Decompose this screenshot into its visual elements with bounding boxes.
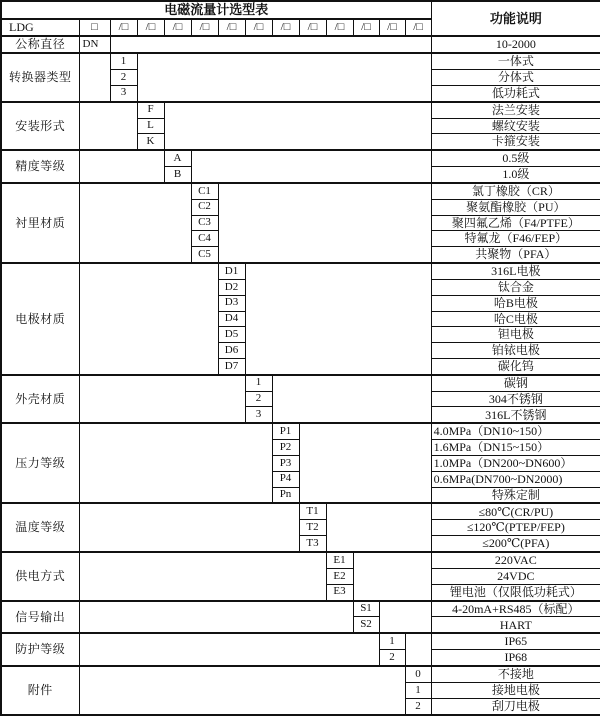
option-desc: 316L不锈钢 bbox=[431, 407, 600, 423]
filler-cell bbox=[79, 633, 379, 666]
option-desc: 氯丁橡胶（CR） bbox=[431, 183, 600, 199]
option-desc: 0.6MPa(DN700~DN2000) bbox=[431, 471, 600, 487]
option-desc: 0.5级 bbox=[431, 150, 600, 166]
option-code: C2 bbox=[191, 199, 218, 215]
option-code: 2 bbox=[245, 391, 272, 407]
option-code: T3 bbox=[299, 536, 326, 552]
option-code: S1 bbox=[353, 601, 379, 617]
option-code: D7 bbox=[218, 358, 245, 374]
option-code: 2 bbox=[379, 650, 405, 666]
option-desc: 刮刀电极 bbox=[431, 698, 600, 715]
option-code: 1 bbox=[245, 375, 272, 391]
option-desc: 共聚物（PFA） bbox=[431, 247, 600, 263]
model-base-box: □ bbox=[79, 19, 110, 36]
group-label: 精度等级 bbox=[1, 150, 79, 183]
option-code: 1 bbox=[379, 633, 405, 649]
group-label: 温度等级 bbox=[1, 503, 79, 552]
option-desc: 1.0级 bbox=[431, 167, 600, 183]
option-desc: 不接地 bbox=[431, 666, 600, 682]
filler-cell bbox=[272, 375, 431, 424]
option-code: 2 bbox=[405, 698, 431, 715]
option-code: F bbox=[137, 102, 164, 118]
option-code: C4 bbox=[191, 231, 218, 247]
filler-cell bbox=[79, 601, 353, 634]
group-label: 外壳材质 bbox=[1, 375, 79, 424]
option-code: P4 bbox=[272, 471, 299, 487]
option-desc: 哈B电极 bbox=[431, 295, 600, 311]
model-slot: /□ bbox=[272, 19, 299, 36]
option-desc: 聚氨酯橡胶（PU） bbox=[431, 199, 600, 215]
option-desc: 螺纹安装 bbox=[431, 118, 600, 134]
option-code: DN bbox=[79, 36, 110, 53]
option-desc: 钛合金 bbox=[431, 279, 600, 295]
option-desc: 哈C电极 bbox=[431, 311, 600, 327]
option-code: E1 bbox=[326, 552, 353, 568]
model-slot: /□ bbox=[164, 19, 191, 36]
group-label: 转换器类型 bbox=[1, 53, 79, 102]
group-label: 供电方式 bbox=[1, 552, 79, 601]
option-code: C3 bbox=[191, 215, 218, 231]
option-desc: 分体式 bbox=[431, 69, 600, 85]
model-slot: /□ bbox=[218, 19, 245, 36]
option-code: 2 bbox=[110, 69, 137, 85]
filler-cell bbox=[137, 53, 431, 102]
filler-cell bbox=[79, 53, 110, 102]
option-code: D3 bbox=[218, 295, 245, 311]
option-desc: IP65 bbox=[431, 633, 600, 649]
option-code: P3 bbox=[272, 456, 299, 472]
option-code: 0 bbox=[405, 666, 431, 682]
option-desc: 4-20mA+RS485（标配） bbox=[431, 601, 600, 617]
group-label: 安装形式 bbox=[1, 102, 79, 151]
option-code: D5 bbox=[218, 327, 245, 343]
filler-cell bbox=[299, 423, 431, 503]
filler-cell bbox=[79, 263, 218, 375]
option-desc: 铂铱电极 bbox=[431, 343, 600, 359]
option-desc: 220VAC bbox=[431, 552, 600, 568]
option-desc: 锂电池（仅限低功耗式） bbox=[431, 584, 600, 600]
option-desc: 低功耗式 bbox=[431, 85, 600, 101]
option-code: A bbox=[164, 150, 191, 166]
group-label: 防护等级 bbox=[1, 633, 79, 666]
group-label: 附件 bbox=[1, 666, 79, 715]
model-slot: /□ bbox=[191, 19, 218, 36]
option-desc: 接地电极 bbox=[431, 682, 600, 698]
option-code: P1 bbox=[272, 423, 299, 439]
option-code: L bbox=[137, 118, 164, 134]
option-desc: 1.6MPa（DN15~150） bbox=[431, 440, 600, 456]
option-desc: 304不锈钢 bbox=[431, 391, 600, 407]
model-slot: /□ bbox=[110, 19, 137, 36]
option-desc: 法兰安装 bbox=[431, 102, 600, 118]
option-desc: 特氟龙（F46/FEP） bbox=[431, 231, 600, 247]
filler-cell bbox=[79, 666, 405, 715]
filler-cell bbox=[218, 183, 431, 263]
option-code: E2 bbox=[326, 568, 353, 584]
option-desc: ≤200℃(PFA) bbox=[431, 536, 600, 552]
group-label: 压力等级 bbox=[1, 423, 79, 503]
filler-cell bbox=[164, 102, 431, 151]
filler-cell bbox=[405, 633, 431, 666]
model-slot: /□ bbox=[353, 19, 379, 36]
group-label: 电极材质 bbox=[1, 263, 79, 375]
model-slot: /□ bbox=[326, 19, 353, 36]
option-code: K bbox=[137, 134, 164, 150]
filler-cell bbox=[379, 601, 431, 634]
option-code: 1 bbox=[405, 682, 431, 698]
option-code: B bbox=[164, 167, 191, 183]
option-desc: 316L电极 bbox=[431, 263, 600, 279]
model-slot: /□ bbox=[245, 19, 272, 36]
option-desc: HART bbox=[431, 617, 600, 633]
group-label: 衬里材质 bbox=[1, 183, 79, 263]
filler-cell bbox=[353, 552, 431, 601]
option-desc: ≤120℃(PTEP/FEP) bbox=[431, 520, 600, 536]
model-slot: /□ bbox=[299, 19, 326, 36]
option-desc: 24VDC bbox=[431, 568, 600, 584]
filler-cell bbox=[79, 183, 191, 263]
option-code: T1 bbox=[299, 503, 326, 519]
option-code: S2 bbox=[353, 617, 379, 633]
filler-cell bbox=[245, 263, 431, 375]
function-header: 功能说明 bbox=[431, 1, 600, 36]
option-desc: 特殊定制 bbox=[431, 487, 600, 503]
option-code: 3 bbox=[245, 407, 272, 423]
model-slot: /□ bbox=[405, 19, 431, 36]
option-desc: IP68 bbox=[431, 650, 600, 666]
option-code: 3 bbox=[110, 85, 137, 101]
group-label: 公称直径 bbox=[1, 36, 79, 53]
option-desc: 卡箍安装 bbox=[431, 134, 600, 150]
group-label: 信号输出 bbox=[1, 601, 79, 634]
option-desc: 一体式 bbox=[431, 53, 600, 69]
option-code: P2 bbox=[272, 440, 299, 456]
option-desc: 碳钢 bbox=[431, 375, 600, 391]
filler-cell bbox=[110, 36, 431, 53]
option-code: Pn bbox=[272, 487, 299, 503]
option-desc: 钽电极 bbox=[431, 327, 600, 343]
option-desc: ≤80℃(CR/PU) bbox=[431, 503, 600, 519]
filler-cell bbox=[79, 503, 299, 552]
model-slot: /□ bbox=[379, 19, 405, 36]
filler-cell bbox=[326, 503, 431, 552]
option-desc: 4.0MPa（DN10~150） bbox=[431, 423, 600, 439]
model-prefix: LDG bbox=[1, 19, 79, 36]
filler-cell bbox=[191, 150, 431, 183]
option-code: 1 bbox=[110, 53, 137, 69]
option-desc: 1.0MPa（DN200~DN600） bbox=[431, 456, 600, 472]
option-code: T2 bbox=[299, 520, 326, 536]
filler-cell bbox=[79, 150, 164, 183]
model-slot: /□ bbox=[137, 19, 164, 36]
option-code: D2 bbox=[218, 279, 245, 295]
option-code: C1 bbox=[191, 183, 218, 199]
filler-cell bbox=[79, 423, 272, 503]
option-code: D4 bbox=[218, 311, 245, 327]
option-desc: 10-2000 bbox=[431, 36, 600, 53]
table-title: 电磁流量计选型表 bbox=[164, 2, 269, 18]
option-desc: 聚四氟乙烯（F4/PTFE） bbox=[431, 215, 600, 231]
filler-cell bbox=[79, 102, 137, 151]
option-code: D6 bbox=[218, 343, 245, 359]
option-code: D1 bbox=[218, 263, 245, 279]
option-code: C5 bbox=[191, 247, 218, 263]
option-code: E3 bbox=[326, 584, 353, 600]
option-desc: 碳化钨 bbox=[431, 358, 600, 374]
filler-cell bbox=[79, 552, 326, 601]
filler-cell bbox=[79, 375, 245, 424]
